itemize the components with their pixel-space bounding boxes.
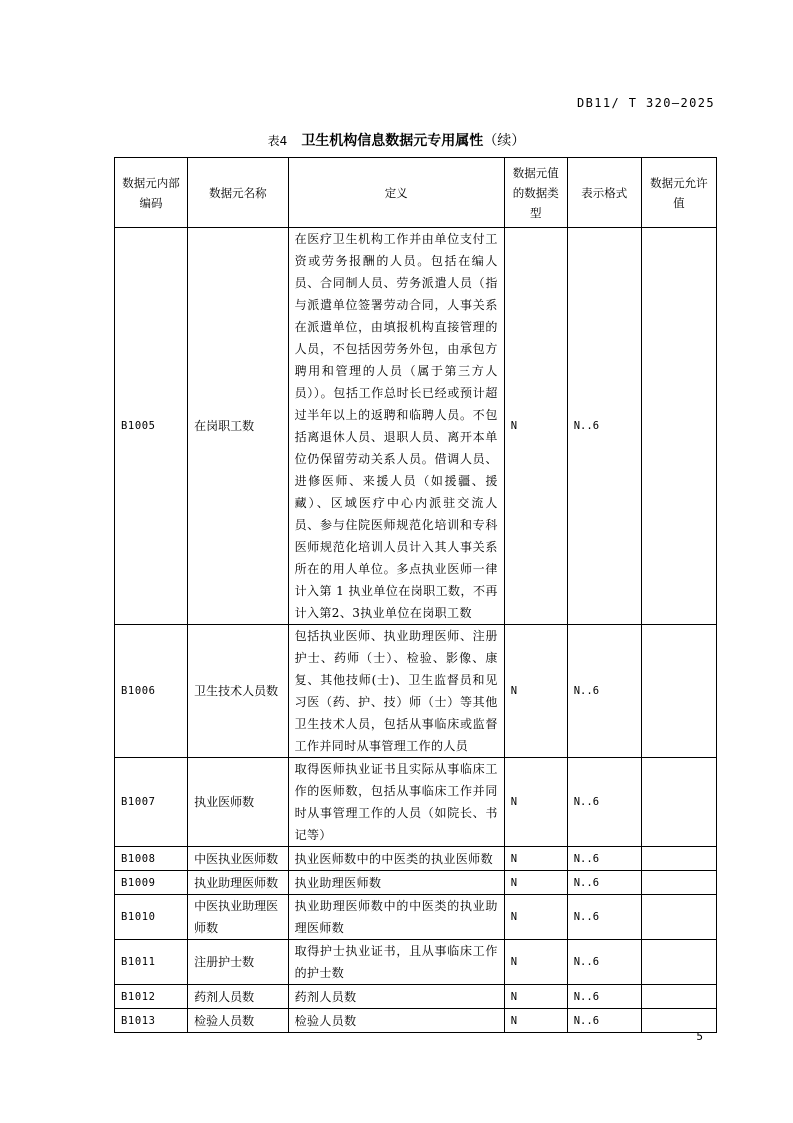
cell-code: B1011	[115, 940, 188, 985]
cell-format: N..6	[567, 847, 641, 871]
cell-allowed-values	[641, 758, 716, 847]
cell-format: N..6	[567, 1009, 641, 1033]
cell-allowed-values	[641, 985, 716, 1009]
cell-format: N..6	[567, 625, 641, 758]
column-header-code: 数据元内部编码	[115, 158, 188, 228]
cell-code: B1008	[115, 847, 188, 871]
cell-allowed-values	[641, 625, 716, 758]
table-row	[115, 895, 717, 940]
cell-allowed-values	[641, 940, 716, 985]
table-title-text: 卫生机构信息数据元专用属性	[301, 133, 484, 149]
cell-code: B1006	[115, 625, 188, 758]
cell-name: 中医执业医师数	[188, 847, 289, 871]
standard-code: DB11/ T 320—2025	[577, 96, 715, 110]
cell-format: N..6	[567, 228, 641, 625]
cell-data-type: N	[504, 895, 567, 940]
column-header-definition: 定义	[288, 158, 504, 228]
cell-definition: 包括执业医师、执业助理医师、注册护士、药师（士）、检验、影像、康复、其他技师(士)、卫生监督员和见习医（药、护、技）师（士）等其他卫生技术人员，包括从事临床或监督工作并同时从事管理工作的人员	[288, 625, 504, 758]
cell-format: N..6	[567, 985, 641, 1009]
cell-definition: 在医疗卫生机构工作并由单位支付工资或劳务报酬的人员。包括在编人员、合同制人员、劳务派遣人员（指与派遣单位签署劳动合同，人事关系在派遣单位，由填报机构直接管理的人员，不包括因劳务外包，由承包方聘用和管理的人员（属于第三方人员））。包括工作总时长已经或预计超过半年以上的返聘和临聘人员。不包括离退休人员、退职人员、离开本单位仍保留劳动关系人员。借调人员、进修医师、来援人员（如援疆、援藏）、区域医疗中心内派驻交流人员、参与住院医师规范化培训和专科医师规范化培训人员计入其人事关系所在的用人单位。多点执业医师一律计入第 1 执业单位在岗职工数，不再计入第2、3执业单位在岗职工数	[288, 228, 504, 625]
cell-data-type: N	[504, 985, 567, 1009]
cell-definition: 取得护士执业证书，且从事临床工作的护士数	[288, 940, 504, 985]
table-row	[115, 940, 717, 985]
cell-code: B1012	[115, 985, 188, 1009]
cell-data-type: N	[504, 758, 567, 847]
data-element-attribute-table	[114, 157, 717, 1033]
cell-code: B1005	[115, 228, 188, 625]
column-header-allowed-values: 数据元允许值	[641, 158, 716, 228]
cell-name: 执业医师数	[188, 758, 289, 847]
table-row	[115, 625, 717, 758]
cell-allowed-values	[641, 847, 716, 871]
table-row	[115, 985, 717, 1009]
cell-code: B1007	[115, 758, 188, 847]
cell-data-type: N	[504, 625, 567, 758]
cell-definition: 执业助理医师数	[288, 871, 504, 895]
cell-format: N..6	[567, 940, 641, 985]
cell-definition: 取得医师执业证书且实际从事临床工作的医师数，包括从事临床工作并同时从事管理工作的人员（如院长、书记等）	[288, 758, 504, 847]
table-continued-label: （续）	[483, 133, 526, 149]
cell-format: N..6	[567, 895, 641, 940]
cell-code: B1010	[115, 895, 188, 940]
table-row	[115, 1009, 717, 1033]
column-header-name: 数据元名称	[188, 158, 289, 228]
cell-definition: 检验人员数	[288, 1009, 504, 1033]
cell-data-type: N	[504, 871, 567, 895]
table-row	[115, 847, 717, 871]
column-header-format: 表示格式	[567, 158, 641, 228]
cell-data-type: N	[504, 228, 567, 625]
cell-name: 中医执业助理医师数	[188, 895, 289, 940]
cell-allowed-values	[641, 895, 716, 940]
cell-name: 检验人员数	[188, 1009, 289, 1033]
table-title	[0, 130, 793, 150]
cell-definition: 执业助理医师数中的中医类的执业助理医师数	[288, 895, 504, 940]
cell-code: B1009	[115, 871, 188, 895]
cell-name: 注册护士数	[188, 940, 289, 985]
table-row	[115, 228, 717, 625]
table-row	[115, 758, 717, 847]
cell-code: B1013	[115, 1009, 188, 1033]
cell-allowed-values	[641, 228, 716, 625]
cell-data-type: N	[504, 847, 567, 871]
cell-allowed-values	[641, 871, 716, 895]
cell-name: 卫生技术人员数	[188, 625, 289, 758]
column-header-data-type: 数据元值的数据类型	[504, 158, 567, 228]
table-header-row	[115, 158, 717, 228]
cell-allowed-values	[641, 1009, 716, 1033]
cell-name: 执业助理医师数	[188, 871, 289, 895]
cell-definition: 执业医师数中的中医类的执业医师数	[288, 847, 504, 871]
page-number: 5	[696, 1030, 703, 1043]
table-row	[115, 871, 717, 895]
cell-definition: 药剂人员数	[288, 985, 504, 1009]
cell-format: N..6	[567, 871, 641, 895]
cell-name: 药剂人员数	[188, 985, 289, 1009]
table-number: 表4	[267, 134, 288, 148]
cell-name: 在岗职工数	[188, 228, 289, 625]
cell-format: N..6	[567, 758, 641, 847]
cell-data-type: N	[504, 940, 567, 985]
cell-data-type: N	[504, 1009, 567, 1033]
